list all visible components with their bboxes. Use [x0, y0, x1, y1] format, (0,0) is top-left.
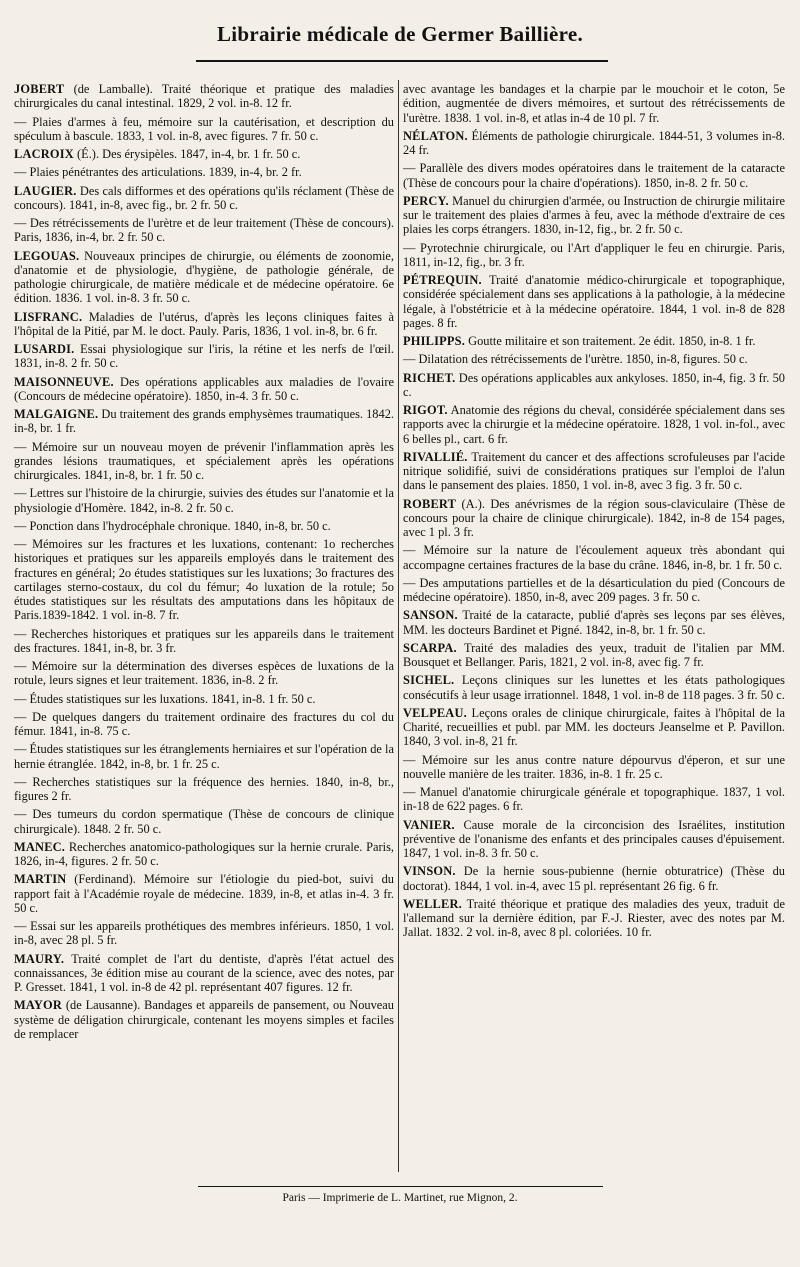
author-name: LAUGIER.	[14, 183, 77, 198]
catalog-entry	[403, 352, 785, 366]
entry-text: — Lettres sur l'histoire de la chirurgie, suivies des études sur l'anatomie et la physiologie d'Homère. 1842, in-8. 2 fr. 50 c.	[14, 486, 394, 515]
entry-text: Traité des maladies des yeux, traduit de l'italien par MM. Bousquet et Bellanger. Paris, 1821, 2 vol. in-8, avec fig. 7 fr.	[403, 640, 785, 669]
entry-text: — De quelques dangers du traitement ordinaire des fractures du col du fémur. 1841, in-8. 75 c.	[14, 709, 394, 738]
author-name: VELPEAU.	[403, 705, 467, 720]
entry-text: avec avantage les bandages et la charpie par le mouchoir et le coton, 5e édition, augmentée de divers mémoires, et surtout des rétrécissements de l'urètre. 1838. 1 vol. in-8, et atlas in-4 de 10 pl. 7 fr.	[403, 82, 785, 125]
entry-text: — Études statistiques sur les étranglements herniaires et sur l'opération de la hernie étranglée. 1842, in-8, br. 1 fr. 25 c.	[14, 742, 394, 771]
entry-text: Nouveaux principes de chirurgie, ou éléments de zoonomie, d'anatomie et de physiologie, d'hygiène, de pathologie générale, de pathologie chirurgicale, de matière médicale et de médecine opératoire. 6e édition. 1836. 1 vol. in-8. 3 fr. 50 c.	[14, 248, 394, 306]
entry-text: Éléments de pathologie chirurgicale. 1844-51, 3 volumes in-8. 24 fr.	[403, 128, 785, 157]
entry-text: Maladies de l'utérus, d'après les leçons cliniques faites à l'hôpital de la Pitié, par M. le doct. Pauly. Paris, 1836, 1 vol. in-8, br. 6 fr.	[14, 309, 394, 338]
catalog-entry	[14, 216, 394, 245]
catalog-entry	[403, 706, 785, 749]
entry-text: Des opérations applicables aux maladies de l'ovaire (Concours de médecine opératoire). 1850, in-4. 3 fr. 50 c.	[14, 374, 394, 403]
catalog-entry	[403, 864, 785, 893]
catalog-entry	[403, 450, 785, 493]
catalog-entry	[403, 497, 785, 540]
author-name: MAISONNEUVE.	[14, 374, 114, 389]
catalog-entry	[403, 334, 785, 348]
entry-text: Leçons cliniques sur les lunettes et les états pathologiques consécutifs à leur usage irrationnel. 1848, 1 vol. in-8 de 118 pages. 3 fr. 50 c.	[403, 673, 785, 702]
catalog-entry	[403, 371, 785, 400]
entry-text: — Ponction dans l'hydrocéphale chronique. 1840, in-8, br. 50 c.	[14, 518, 331, 533]
catalog-entry	[14, 115, 394, 144]
entry-text: — Parallèle des divers modes opératoires dans le traitement de la cataracte (Thèse de concours pour la chaire d'opérations). 1850, in-8. 2 fr. 50 c.	[403, 161, 785, 190]
author-name: VANIER.	[403, 817, 455, 832]
author-name: RIGOT.	[403, 403, 448, 417]
catalog-entry	[14, 249, 394, 306]
author-name: SICHEL.	[403, 673, 455, 688]
entry-text: (Ferdinand). Mémoire sur l'étiologie du pied-bot, suivi du rapport fait à l'Académie royale de médecine. 1839, in-8, et atlas in-4. 3 fr. 50 c.	[14, 872, 394, 915]
catalog-entry	[403, 194, 785, 237]
catalog-entry	[403, 641, 785, 670]
author-name: JOBERT	[14, 82, 65, 96]
author-name: RICHET.	[403, 370, 456, 385]
author-name: LUSARDI.	[14, 342, 75, 356]
catalog-entry	[403, 785, 785, 814]
catalog-entry	[14, 147, 394, 161]
entry-text: — Mémoire sur la nature de l'écoulement aqueux très abondant qui accompagne certaines fractures de la base du crâne. 1846, in-8, br. 1 fr. 50 c.	[403, 543, 785, 572]
entry-text: (É.). Des érysipèles. 1847, in-4, br. 1 fr. 50 c.	[73, 147, 301, 161]
entry-text: — Essai sur les appareils prothétiques des membres inférieurs. 1850, 1 vol. in-8, avec 28 pl. 5 fr.	[14, 919, 394, 948]
entry-text: — Plaies d'armes à feu, mémoire sur la cautérisation, et description du spéculum à bascule. 1833, 1 vol. in-8, avec figures. 7 fr. 50 c.	[14, 114, 394, 143]
entry-text: — Pyrotechnie chirurgicale, ou l'Art d'appliquer le feu en chirurgie. Paris, 1811, in-12, fig., br. 3 fr.	[403, 240, 785, 269]
right-column	[403, 82, 785, 944]
catalog-entry	[14, 82, 394, 111]
catalog-entry	[14, 710, 394, 739]
entry-text: (A.). Des anévrismes de la région sous-claviculaire (Thèse de concours pour la chaire de clinique chirurgicale). 1842, in-8 de 154 pages, avec 1 pl. 3 fr.	[403, 496, 785, 539]
entry-text: Cause morale de la circoncision des Israélites, institution préventive de l'onanisme des enfants et des principales causes d'épuisement. 1847, 1 vol. in-8. 3 fr. 50 c.	[403, 817, 785, 860]
entry-text: — Mémoires sur les fractures et les luxations, contenant: 1o recherches historiques et pratiques sur les appareils employés dans le traitement des fractures en général; 2o études statistiques sur les luxations; 3o fractures des cartilages sterno-costaux, du col du fémur; 4o luxation de la rotule; 5o études statistiques sur les résultats des amputations dans les hôpitaux de Paris.1839-1842. 1 vol. in-8. 7 fr.	[14, 537, 394, 623]
catalog-entry	[403, 82, 785, 125]
catalog-entry	[403, 543, 785, 572]
entry-text: — Mémoire sur un nouveau moyen de prévenir l'inflammation après les grandes lésions traumatiques, et spécialement après les opérations chirurgicales. 1841, in-8, br. 1 fr. 50 c.	[14, 439, 394, 482]
catalog-entry	[14, 742, 394, 771]
entry-text: Essai physiologique sur l'iris, la rétine et les nerfs de l'œil. 1831, in-8. 2 fr. 50 c.	[14, 342, 394, 371]
entry-text: Traité complet de l'art du dentiste, d'après l'état actuel des connaissances, 3e édition mise au courant de la science, avec des notes, par P. Gresset. 1841, 1 vol. in-8 de 42 pl. représentant 407 figures. 12 fr.	[14, 951, 394, 994]
entry-text: — Plaies pénétrantes des articulations. 1839, in-4, br. 2 fr.	[14, 165, 302, 180]
entry-text: Des cals difformes et des opérations qu'ils réclament (Thèse de concours). 1841, in-8, avec fig., br. 2 fr. 50 c.	[14, 183, 394, 212]
author-name: LACROIX	[14, 147, 74, 161]
catalog-entry	[14, 872, 394, 915]
catalog-entry	[403, 897, 785, 940]
author-name: PHILIPPS.	[403, 334, 466, 348]
printer-footer: Paris — Imprimerie de L. Martinet, rue Mignon, 2.	[282, 1192, 518, 1204]
catalog-entry	[403, 753, 785, 782]
catalog-entry	[14, 486, 394, 515]
entry-text: Traité d'anatomie médico-chirurgicale et topographique, considérée spécialement dans ses applications à la pathologie, à la médecine légale, à l'obstétricie et à la médecine opératoire. 1844, 1 vol. in-8 de 828 pages. 8 fr.	[403, 273, 785, 330]
entry-text: Des opérations applicables aux ankyloses. 1850, in-4, fig. 3 fr. 50 c.	[403, 370, 785, 399]
catalog-entry	[14, 998, 394, 1041]
entry-text: (de Lamballe). Traité théorique et pratique des maladies chirurgicales du canal intestinal. 1829, 2 vol. in-8. 12 fr.	[14, 82, 394, 111]
catalog-entry	[403, 129, 785, 158]
catalog-entry	[14, 775, 394, 804]
catalog-entry	[403, 273, 785, 330]
author-name: LISFRANC.	[14, 309, 83, 324]
author-name: MAURY.	[14, 951, 65, 966]
catalog-entry	[14, 840, 394, 869]
author-name: PÉTREQUIN.	[403, 273, 482, 287]
catalog-entry	[14, 627, 394, 656]
page-title: Librairie médicale de Germer Baillière.	[216, 22, 584, 46]
entry-text: — Mémoire sur les anus contre nature dépourvus d'éperon, et sur une nouvelle manière de les traiter. 1836, in-8. 1 fr. 25 c.	[403, 752, 785, 781]
catalog-entry	[14, 310, 394, 339]
author-name: VINSON.	[403, 864, 456, 879]
author-name: MAYOR	[14, 998, 63, 1013]
entry-text: — Mémoire sur la détermination des diverses espèces de luxations de la rotule, leurs signes et leur traitement. 1836, in-8. 2 fr.	[14, 659, 394, 688]
catalog-entry	[403, 161, 785, 190]
catalog-entry	[14, 659, 394, 688]
author-name: MARTIN	[14, 872, 67, 887]
catalog-entry	[14, 519, 394, 533]
catalog-entry	[403, 818, 785, 861]
entry-text: De la hernie sous-pubienne (hernie obturatrice) (Thèse du doctorat). 1844, 1 vol. in-4, avec 15 pl. représentant 26 fig. 6 fr.	[403, 864, 785, 893]
author-name: NÉLATON.	[403, 128, 468, 143]
catalog-entry	[403, 673, 785, 702]
entry-text: — Des tumeurs du cordon spermatique (Thèse de concours de clinique chirurgicale). 1848. 2 fr. 50 c.	[14, 807, 394, 836]
catalog-entry	[403, 576, 785, 605]
catalog-entry	[14, 952, 394, 995]
author-name: RIVALLIÉ.	[403, 449, 468, 464]
author-name: PERCY.	[403, 193, 449, 208]
entry-text: (de Lausanne). Bandages et appareils de pansement, ou Nouveau système de déligation chirurgicale, contenant les moyens simples et faciles de remplacer	[14, 998, 394, 1041]
entry-text: — Recherches statistiques sur la fréquence des hernies. 1840, in-8, br., figures 2 fr.	[14, 774, 394, 803]
catalog-entry	[403, 608, 785, 637]
entry-text: — Des amputations partielles et de la désarticulation du pied (Concours de médecine opératoire). 1850, in-8, avec 209 pages. 3 fr. 50 c.	[403, 575, 785, 604]
entry-text: Traité théorique et pratique des maladies des yeux, traduit de l'allemand sur la dernière édition, par F.-J. Riester, avec des notes par M. Jallat. 1832. 2 vol. in-8, avec 8 pl. coloriées. 10 fr.	[403, 896, 785, 940]
entry-text: Recherches anatomico-pathologiques sur la hernie crurale. Paris, 1826, in-4, figures. 2 fr. 50 c.	[14, 839, 394, 868]
entry-text: Traité de la cataracte, publié d'après ses leçons par ses élèves, MM. les docteurs Bardinet et Pigné. 1842, in-8, br. 1 fr. 50 c.	[403, 608, 785, 637]
author-name: SANSON.	[403, 608, 458, 623]
entry-text: Goutte militaire et son traitement. 2e édit. 1850, in-8. 1 fr.	[465, 334, 756, 348]
catalog-entry	[14, 692, 394, 706]
left-column	[14, 82, 394, 1045]
catalog-entry	[14, 807, 394, 836]
catalog-entry	[14, 919, 394, 948]
author-name: MANEC.	[14, 839, 66, 854]
entry-text: Anatomie des régions du cheval, considérée spécialement dans ses rapports avec la chirurgie et la médecine opératoire. 1828, 1 vol. in-fol., avec 6 belles pl., cart. 6 fr.	[403, 403, 786, 446]
author-name: MALGAIGNE.	[14, 407, 99, 421]
catalog-entry	[14, 407, 394, 436]
entry-text: — Recherches historiques et pratiques sur les appareils dans le traitement des fractures. 1841, in-8, br. 3 fr.	[14, 626, 394, 655]
entry-text: — Des rétrécissements de l'urètre et de leur traitement (Thèse de concours). Paris, 1836, in-4, br. 2 fr. 50 c.	[14, 216, 394, 245]
entry-text: — Études statistiques sur les luxations. 1841, in-8. 1 fr. 50 c.	[14, 691, 316, 706]
catalog-entry	[14, 165, 394, 179]
author-name: SCARPA.	[403, 640, 457, 655]
catalog-entry	[403, 241, 785, 270]
catalog-entry	[14, 440, 394, 483]
catalog-entry	[14, 342, 394, 371]
catalog-entry	[403, 403, 785, 446]
author-name: ROBERT	[403, 496, 457, 511]
entry-text: Du traitement des grands emphysèmes traumatiques. 1842. in-8, br. 1 fr.	[14, 407, 394, 436]
entry-text: — Dilatation des rétrécissements de l'urètre. 1850, in-8, figures. 50 c.	[403, 352, 748, 367]
entry-text: Traitement du cancer et des affections scrofuleuses par l'acide nitrique solidifié, suivi de considérations pratiques sur l'emploi de l'alun dans le pansement des plaies. 1850, 1 vol. in-8, avec 3 fig. 3 fr. 50 c.	[403, 449, 785, 493]
author-name: LEGOUAS.	[14, 248, 80, 263]
column-divider	[398, 80, 399, 1172]
footer-rule	[198, 1186, 603, 1187]
entry-text: — Manuel d'anatomie chirurgicale générale et topographique. 1837, 1 vol. in-18 de 622 pages. 6 fr.	[403, 785, 785, 814]
catalog-entry	[14, 375, 394, 404]
entry-text: Leçons orales de clinique chirurgicale, faites à l'hôpital de la Charité, recueillies et publ. par MM. les docteurs Jeanselme et P. Pavillon. 1840, 3 vol. in-8, 21 fr.	[403, 705, 785, 749]
catalog-entry	[14, 184, 394, 213]
entry-text: Manuel du chirurgien d'armée, ou Instruction de chirurgie militaire sur le traitement des plaies d'armes à feu, avec la méthode d'extraire de ces plaies les corps étrangers. 1830, in-12, fig., br. 2 fr. 50 c.	[403, 193, 785, 237]
author-name: WELLER.	[403, 896, 462, 911]
catalog-entry	[14, 537, 394, 623]
title-rule	[196, 60, 608, 62]
